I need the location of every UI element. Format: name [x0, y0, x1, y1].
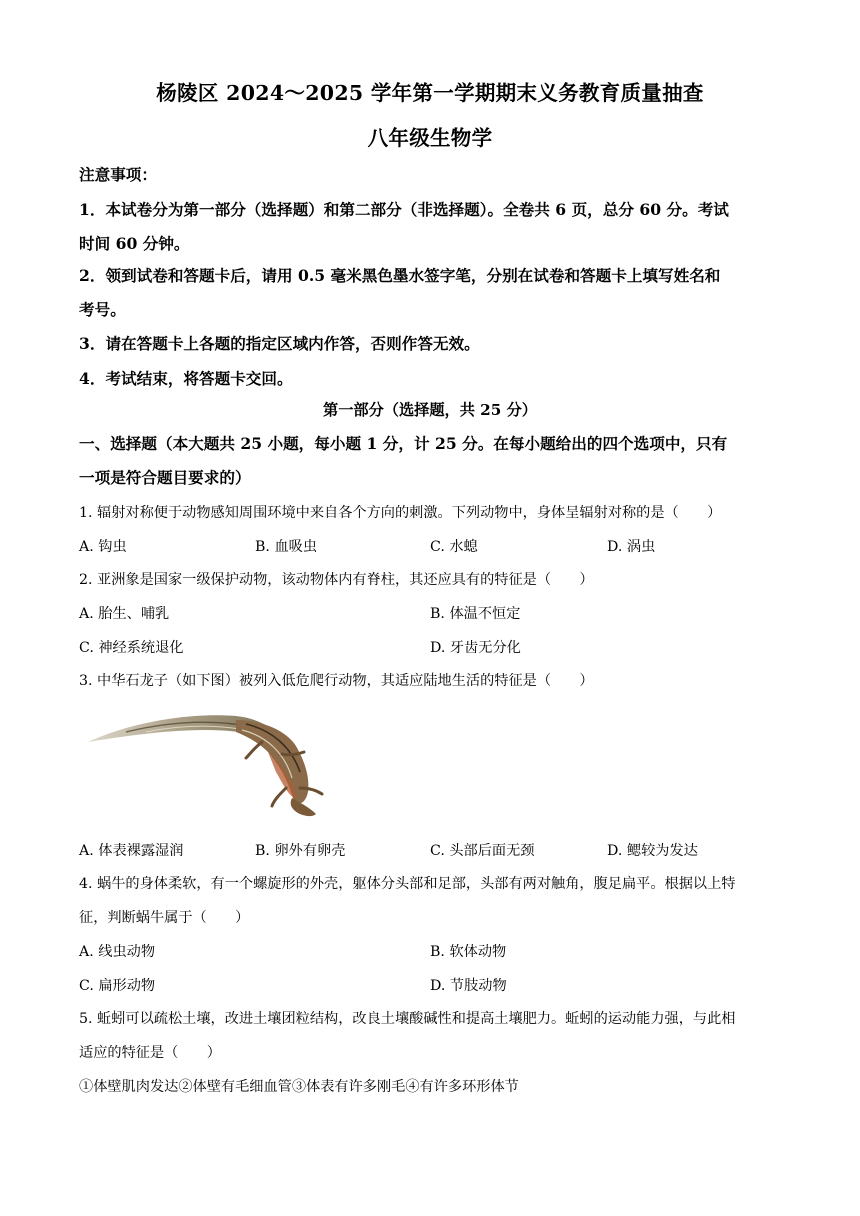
q3-stem: 3. 中华石龙子（如下图）被列入低危爬行动物，其适应陆地生活的特征是（ ） [79, 673, 594, 689]
section-instructions-line-2: 一项是符合题目要求的） [79, 468, 251, 487]
q4-option-a: A. 线虫动物 [79, 944, 156, 960]
notice-item-2-line-1: 2．领到试卷和答题卡后，请用 0.5 毫米黑色墨水签字笔，分别在试卷和答题卡上填写姓名和 [79, 266, 721, 285]
q4-option-c: C. 扁形动物 [79, 978, 156, 994]
notice-item-1-line-1: 1．本试卷分为第一部分（选择题）和第二部分（非选择题）。全卷共 6 页，总分 60 分。考试 [79, 200, 729, 219]
q5-stem-line-1: 5. 蚯蚓可以疏松土壤，改进土壤团粒结构，改良土壤酸碱性和提高土壤肥力。蚯蚓的运动能力强，与此相 [79, 1011, 736, 1027]
exam-title: 杨陵区 2024～2025 学年第一学期期末义务教育质量抽查 [156, 81, 704, 105]
q2-stem: 2. 亚洲象是国家一级保护动物，该动物体内有脊柱，其还应具有的特征是（ ） [79, 572, 594, 588]
q2-option-b: B. 体温不恒定 [430, 606, 521, 622]
part1-heading: 第一部分（选择题，共 25 分） [323, 401, 537, 419]
q1-option-c: C. 水螅 [430, 539, 478, 555]
lizard-image [86, 702, 326, 820]
q4-option-b: B. 软体动物 [430, 944, 507, 960]
q1-option-a: A. 钩虫 [79, 539, 127, 555]
q4-stem-line-1: 4. 蜗牛的身体柔软，有一个螺旋形的外壳，躯体分头部和足部，头部有两对触角，腹足扁平。根据以上特 [79, 876, 736, 892]
q4-stem-line-2: 征，判断蜗牛属于（ ） [79, 910, 250, 926]
q1-option-b: B. 血吸虫 [255, 539, 318, 555]
q3-option-a: A. 体表裸露湿润 [79, 843, 184, 859]
exam-subject: 八年级生物学 [367, 126, 493, 150]
q1-option-d: D. 涡虫 [607, 539, 656, 555]
q2-option-d: D. 牙齿无分化 [430, 640, 521, 656]
section-instructions-line-1: 一、选择题（本大题共 25 小题，每小题 1 分，计 25 分。在每小题给出的四个选项中，只有 [79, 434, 728, 453]
q2-option-c: C. 神经系统退化 [79, 640, 184, 656]
notice-item-4: 4．考试结束，将答题卡交回。 [79, 369, 293, 388]
notice-item-1-line-2: 时间 60 分钟。 [79, 234, 190, 253]
q4-option-d: D. 节肢动物 [430, 978, 507, 994]
q3-option-d: D. 鳃较为发达 [607, 843, 698, 859]
q3-option-b: B. 卵外有卵壳 [255, 843, 346, 859]
q5-items: ①体壁肌肉发达②体壁有毛细血管③体表有许多刚毛④有许多环形体节 [79, 1079, 519, 1095]
notice-item-2-line-2: 考号。 [79, 300, 126, 319]
notice-item-3: 3．请在答题卡上各题的指定区域内作答，否则作答无效。 [79, 334, 480, 353]
q1-stem: 1. 辐射对称便于动物感知周围环境中来自各个方向的刺激。下列动物中，身体呈辐射对称的是（ ） [79, 505, 722, 521]
q5-stem-line-2: 适应的特征是（ ） [79, 1045, 221, 1061]
notice-heading: 注意事项： [79, 165, 157, 184]
q2-option-a: A. 胎生、哺乳 [79, 606, 170, 622]
q3-option-c: C. 头部后面无颈 [430, 843, 535, 859]
